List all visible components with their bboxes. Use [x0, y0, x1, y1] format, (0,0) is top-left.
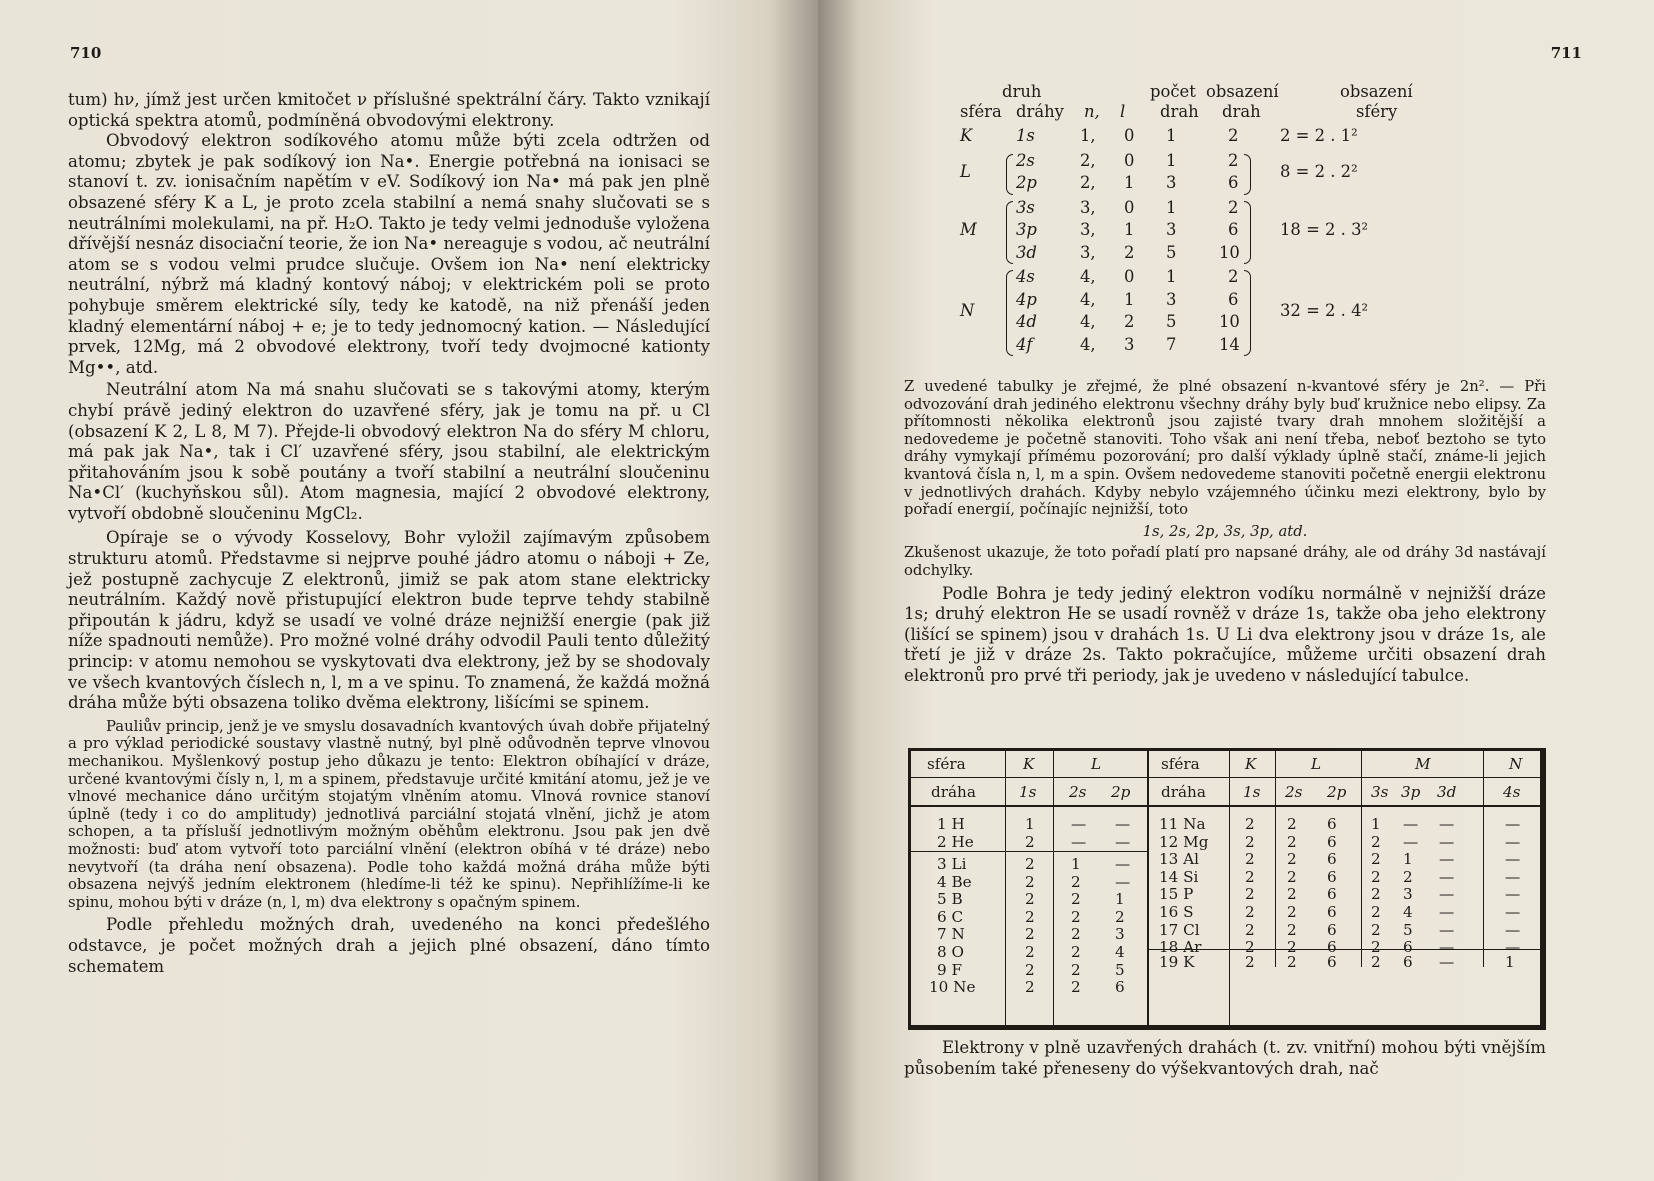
left-paragraph-1: tum) hν, jímž jest určen kmitočet ν příslušné spektrální čáry. Takto vznikají optická spektra atomů, podmíněná obvodovými elektrony.: [68, 90, 710, 130]
schema-cell: 6: [1228, 289, 1239, 309]
schema-total-M: 18 = 2 . 3²: [1280, 220, 1369, 240]
schema-cell: 3d: [1016, 242, 1037, 262]
schema-header-drah: drah: [1160, 102, 1199, 121]
schema-cell: 4,: [1080, 267, 1096, 286]
table-header-M-right: M: [1415, 755, 1431, 773]
schema-cell: 5: [1166, 312, 1177, 331]
schema-cell: 0: [1124, 150, 1135, 170]
table-header-2s-left: 2s: [1069, 783, 1087, 801]
schema-sphere-M: M: [960, 220, 977, 240]
table-row-right-cell: —: [1439, 832, 1455, 851]
table-header-N-right: N: [1509, 755, 1523, 773]
table-row-right-cell: 17 Cl: [1159, 920, 1200, 939]
table-row-right-cell: —: [1439, 938, 1455, 957]
table-row-right-cell: 6: [1327, 953, 1337, 971]
table-row-right-cell: 1: [1371, 815, 1381, 833]
table-header-2p-left: 2p: [1111, 783, 1131, 801]
table-header-sphere-left: sféra: [927, 755, 966, 773]
left-text-column: [68, 90, 710, 977]
table-row-right-cell: 6: [1327, 850, 1337, 869]
schema-cell: 2: [1228, 267, 1239, 286]
table-row-right-cell: 2: [1371, 867, 1381, 886]
table-row-left-cell: 2: [1071, 907, 1081, 926]
schema-cell: 1: [1166, 126, 1177, 145]
table-row-right-cell: 2: [1287, 850, 1297, 869]
schema-cell: 3s: [1016, 197, 1035, 217]
schema-cell: 3,: [1080, 242, 1096, 262]
schema-cell: 3,: [1080, 197, 1096, 217]
table-row-right-cell: 12 Mg: [1159, 832, 1209, 851]
table-row-left-cell: 1 H: [937, 815, 965, 833]
table-row-left-cell: 5: [1115, 960, 1125, 979]
schema-cell: 2p: [1016, 173, 1037, 192]
schema-right-brace: [1244, 201, 1251, 265]
left-page: [0, 0, 818, 1181]
schema-cell: 1: [1166, 267, 1177, 286]
schema-cell: 2: [1228, 126, 1239, 145]
table-header-orbit-3d: 3d: [1437, 783, 1457, 801]
table-row-right-cell: 2: [1287, 867, 1297, 886]
table-row-left-cell: —: [1115, 832, 1131, 851]
table-row-right-cell: —: [1439, 920, 1455, 939]
table-row-right-cell: —: [1403, 832, 1419, 851]
table-header-orbit-3s: 3s: [1371, 783, 1389, 801]
schema-cell: 3p: [1016, 220, 1037, 239]
schema-cell: 3,: [1080, 220, 1096, 239]
schema-sphere-L: L: [960, 162, 971, 181]
schema-sphere-K: K: [960, 126, 973, 146]
table-header-orbit-right: dráha: [1161, 783, 1206, 801]
table-row-right-cell: —: [1505, 903, 1521, 921]
table-row-left-cell: 3 Li: [937, 855, 967, 873]
right-text-column: [904, 378, 1546, 687]
schema-cell: 3: [1166, 289, 1177, 309]
table-row-right-cell: —: [1505, 867, 1521, 886]
table-row-right-cell: 16 S: [1159, 903, 1194, 921]
schema-cell: 1: [1124, 173, 1135, 192]
table-row-right-cell: 2: [1245, 867, 1255, 886]
table-row-right-cell: 2: [1371, 903, 1381, 921]
schema-total-K: 2 = 2 . 1²: [1280, 126, 1358, 146]
table-row-right-cell: —: [1505, 920, 1521, 939]
schema-header-druh: druh: [1002, 82, 1042, 101]
table-header-orbit-4s: 4s: [1503, 783, 1521, 801]
table-row-right-cell: —: [1439, 953, 1455, 971]
table-row-left-cell: 2: [1025, 872, 1035, 891]
table-header-L-right: L: [1311, 755, 1322, 773]
table-row-right-cell: 15 P: [1159, 885, 1194, 904]
table-row-right-cell: 2: [1245, 832, 1255, 851]
table-row-left-cell: 2: [1025, 943, 1035, 961]
schema-cell: 1: [1124, 220, 1135, 239]
table-row-right-cell: 2: [1371, 953, 1381, 971]
table-row-left-cell: 10 Ne: [929, 978, 976, 997]
left-paragraph-6: Podle přehledu možných drah, uvedeného na konci předešlého odstavce, je počet možných drah a jejich plné obsazení, dáno tímto schematem: [68, 915, 710, 976]
table-row-right-cell: 2: [1287, 953, 1297, 971]
table-row-right-cell: 2: [1245, 938, 1255, 957]
schema-cell: 6: [1228, 173, 1239, 192]
schema-cell: 2: [1124, 312, 1135, 331]
right-text-column-bottom: [904, 1038, 1546, 1079]
table-row-right-cell: 18 Ar: [1159, 938, 1202, 957]
schema-cell: 3: [1166, 173, 1177, 192]
table-row-right-cell: 4: [1403, 903, 1413, 921]
schema-cell: 1: [1124, 289, 1135, 309]
table-row-left-cell: 4: [1115, 943, 1125, 961]
schema-cell: 2,: [1080, 173, 1096, 192]
table-row-right-cell: 6: [1403, 938, 1413, 957]
schema-right-brace: [1244, 154, 1251, 195]
table-row-right-cell: 2: [1287, 815, 1297, 833]
right-paragraph-2: Zkušenost ukazuje, že toto pořadí platí pro napsané dráhy, ale od dráhy 3d nastávají odchylky.: [904, 544, 1546, 579]
table-row-right-cell: 2: [1371, 938, 1381, 957]
table-row-right-cell: 14 Si: [1159, 867, 1199, 886]
schema-header-obsazeni-sfery-2: sféry: [1356, 102, 1398, 121]
table-row-right-cell: —: [1403, 815, 1419, 833]
table-row-right-cell: 3: [1403, 885, 1413, 904]
schema-cell: 4d: [1016, 312, 1037, 331]
table-row-left-cell: 2: [1025, 832, 1035, 851]
table-row-right-cell: 2: [1287, 832, 1297, 851]
table-row-right-cell: 2: [1245, 850, 1255, 869]
table-row-left-cell: 7 N: [937, 925, 965, 944]
schema-cell: 1,: [1080, 126, 1096, 145]
left-paragraph-3: Neutrální atom Na má snahu slučovati se s takovými atomy, kterým chybí právě jediný elektron do uzavřené sféry, jak je tomu na př. u Cl (obsazení K 2, L 8, M 7). Přejde-li obvodový elektron Na do sféry M chloru, má pak jak Na•, tak i Cl′ uzavřené sféry, jsou stabilní, ale elektrickým přitahováním jsou k sobě poutány a tvoří stabilní a neutrální sloučeninu Na•Cl′ (kuchyňskou sůl). Atom magnesia, mající 2 obvodové elektrony, vytvoří obdobně sloučeninu MgCl₂.: [68, 380, 710, 523]
left-paragraph-4: Opíraje se o vývody Kosselovy, Bohr vyložil zajímavým způsobem strukturu atomů. Představme si nejprve pouhé jádro atomu o náboji + Ze, jež postupně zachycuje Z elektronů, jimiž se pak atom stane elektricky neutrálním. Každý nově přistupující elektron bude teprve tehdy stabilně připoután k jádru, když se usadí ve volné dráze nejnižší energie (pak již níže spadnouti nemůže). Pro možné volné dráhy odvodil Pauli tento důležitý princip: v atomu nemohou se vyskytovati dva elektrony, jež by se shodovaly ve všech kvantových číslech n, l, m a ve spinu. To znamená, že každá možná dráha může býti obsazena toliko dvěma elektrony, lišícími se spinem.: [68, 528, 710, 713]
left-paragraph-2: Obvodový elektron sodíkového atomu může býti zcela odtržen od atomu; zbytek je pak sodíkový ion Na•. Energie potřebná na ionisaci se stanoví t. zv. ionisačním napětím v eV. Sodíkový ion Na• má pak jen plně obsazené sféry K a L, je proto zcela stabilní a nemá snahy slučovati se s neutrálními molekulami, na př. H₂O. Takto je tedy velmi jednoduše vyložena dřívější nesnáz disociační teorie, že ion Na• nereaguje s vodou, ač neutrální atom se s vodou velmi prudce slučuje. Ovšem ion Na• není elektricky neutrální, nýbrž má kladný kontový náboj; v elektrickém poli se proto pohybuje směrem elektrické síly, tedy ke katodě, na niž přenáší jeden kladný elementární náboj + e; je to tedy jednomocný kation. — Následující prvek, 12Mg, má 2 obvodové elektrony, tvoří tedy dvojmocné kationty Mg••, atd.: [68, 131, 710, 377]
table-row-left-cell: —: [1071, 815, 1087, 833]
schema-header-n: n,: [1084, 102, 1100, 121]
table-row-right-cell: 2: [1403, 867, 1413, 886]
table-row-right-cell: 6: [1403, 953, 1413, 971]
schema-header-l: l: [1120, 102, 1126, 121]
schema-cell: 4p: [1016, 289, 1037, 309]
schema-header-draha: dráhy: [1016, 102, 1064, 121]
schema-cell: 2: [1228, 197, 1239, 217]
schema-header-sphere: sféra: [960, 102, 1002, 121]
table-row-right-cell: 2: [1371, 850, 1381, 869]
table-row-right-cell: —: [1439, 815, 1455, 833]
table-header-sphere-right: sféra: [1161, 755, 1200, 773]
table-row-right-cell: 6: [1327, 867, 1337, 886]
right-paragraph-1: Z uvedené tabulky je zřejmé, že plné obsazení n-kvantové sféry je 2n². — Při odvozování drah jediného elektronu všechny dráhy byly buď kružnice nebo elipsy. Za přítomnosti několika elektronů jsou zajisté tvary drah mnohem složitější a nedovedeme je početně stanoviti. Toho však ani není třeba, neboť beztoho se tyto dráhy vymykají přímému pozorování; pro další výklady úplně stačí, známe-li jejich kvantová čísla n, l, m a spin. Ovšem nedovedeme stanoviti početně energii elektronu v jednotlivých drahách. Kdyby nebylo vzájemného účinku mezi elektrony, bylo by pořadí energií, počínajíc nejnižší, toto: [904, 378, 1546, 519]
orbit-sequence: 1s, 2s, 2p, 3s, 3p, atd.: [1142, 522, 1308, 540]
table-row-left-cell: 3: [1115, 925, 1125, 944]
schema-right-brace: [1244, 270, 1251, 356]
table-row-left-cell: 2: [1071, 925, 1081, 944]
schema-cell: 2,: [1080, 150, 1096, 170]
table-row-right-cell: 13 Al: [1159, 850, 1199, 869]
table-row-right-cell: 6: [1327, 885, 1337, 904]
table-row-left-cell: 2: [1115, 907, 1125, 926]
page-number-left: 710: [70, 44, 102, 62]
schema-cell: 5: [1166, 242, 1177, 262]
schema-cell: 14: [1219, 334, 1240, 354]
right-paragraph-3: Podle Bohra je tedy jediný elektron vodíku normálně v nejnižší dráze 1s; druhý elektron He se usadí rovněž v dráze 1s, takže oba jeho elektrony (lišící se spinem) jsou v drahách 1s. U Li dva elektrony jsou v dráze 1s, ale třetí je již v dráze 2s. Takto pokračujíce, můžeme určiti obsazení drah elektronů pro prvé tři periody, jak je uvedeno v následující tabulce.: [904, 583, 1546, 685]
table-row-right-cell: 6: [1327, 832, 1337, 851]
schema-cell: 1: [1166, 197, 1177, 217]
schema-cell: 0: [1124, 197, 1135, 217]
page-number-right: 711: [1550, 44, 1582, 62]
table-header-orbit-2p: 2p: [1327, 783, 1347, 801]
schema-cell: 2: [1228, 150, 1239, 170]
table-row-right-cell: 6: [1327, 920, 1337, 939]
table-row-right-cell: —: [1505, 885, 1521, 904]
table-row-right-cell: —: [1439, 885, 1455, 904]
table-row-right-cell: 1: [1403, 850, 1413, 869]
table-row-right-cell: 6: [1327, 903, 1337, 921]
schema-cell: 2s: [1016, 150, 1035, 170]
table-header-L-left: L: [1091, 755, 1102, 773]
table-row-left-cell: 2: [1071, 890, 1081, 909]
table-row-left-cell: 2: [1025, 960, 1035, 979]
schema-cell: 4,: [1080, 289, 1096, 309]
table-row-left-cell: 4 Be: [937, 872, 972, 891]
table-row-left-cell: 2: [1071, 960, 1081, 979]
table-row-left-cell: 2 He: [937, 832, 974, 851]
table-row-right-cell: 5: [1403, 920, 1413, 939]
table-row-right-cell: 2: [1371, 885, 1381, 904]
table-row-right-cell: 2: [1287, 920, 1297, 939]
table-row-left-cell: 1: [1115, 890, 1125, 909]
table-row-right-cell: 1: [1505, 953, 1515, 971]
schema-sphere-N: N: [960, 301, 975, 320]
schema-cell: 3: [1124, 334, 1135, 354]
table-row-left-cell: 2: [1071, 943, 1081, 961]
table-row-right-cell: 19 K: [1159, 953, 1195, 971]
table-row-right-cell: —: [1505, 832, 1521, 851]
table-row-right-cell: 2: [1245, 920, 1255, 939]
table-header-orbit-2s: 2s: [1285, 783, 1303, 801]
table-row-left-cell: 2: [1025, 925, 1035, 944]
table-row-left-cell: —: [1071, 832, 1087, 851]
table-row-right-cell: 2: [1245, 903, 1255, 921]
table-row-right-cell: —: [1505, 938, 1521, 957]
table-header-K-left: K: [1023, 755, 1035, 773]
table-header-orbit-3p: 3p: [1401, 783, 1421, 801]
table-row-left-cell: 6: [1115, 978, 1125, 997]
schema-cell: 0: [1124, 126, 1135, 145]
table-row-right-cell: —: [1439, 903, 1455, 921]
schema-left-brace: [1006, 270, 1013, 356]
orbit-schema-table: [960, 82, 1430, 372]
table-row-right-cell: 2: [1245, 815, 1255, 833]
schema-header-obsazeni-drah-1: obsazení: [1206, 82, 1279, 101]
schema-left-brace: [1006, 201, 1013, 265]
table-row-left-cell: —: [1115, 815, 1131, 833]
table-row-right-cell: 6: [1327, 815, 1337, 833]
table-row-left-cell: 5 B: [937, 890, 963, 909]
schema-cell: 10: [1219, 242, 1240, 262]
schema-left-brace: [1006, 154, 1013, 195]
table-row-left-cell: —: [1115, 855, 1131, 873]
schema-cell: 4f: [1016, 334, 1033, 354]
table-row-left-cell: 2: [1025, 978, 1035, 997]
table-row-right-cell: 6: [1327, 938, 1337, 957]
table-row-left-cell: 2: [1025, 890, 1035, 909]
schema-header-obsazeni-sfery-1: obsazení: [1340, 82, 1413, 101]
table-row-right-cell: 2: [1245, 885, 1255, 904]
table-row-right-cell: —: [1439, 850, 1455, 869]
table-row-left-cell: 2: [1071, 978, 1081, 997]
schema-cell: 4s: [1016, 267, 1035, 286]
schema-cell: 10: [1219, 312, 1240, 331]
schema-total-N: 32 = 2 . 4²: [1280, 301, 1369, 320]
schema-cell: 4,: [1080, 334, 1096, 354]
table-row-right-cell: —: [1439, 867, 1455, 886]
table-row-right-cell: 2: [1371, 832, 1381, 851]
table-row-right-cell: 11 Na: [1159, 815, 1206, 833]
table-row-left-cell: 6 C: [937, 907, 964, 926]
schema-header-pocet: počet: [1150, 82, 1196, 101]
schema-cell: 4,: [1080, 312, 1096, 331]
table-row-right-cell: —: [1505, 815, 1521, 833]
table-row-left-cell: 8 O: [937, 943, 964, 961]
table-row-left-cell: 2: [1025, 855, 1035, 873]
electron-occupancy-table: [908, 748, 1546, 1030]
schema-cell: 6: [1228, 220, 1239, 239]
table-row-left-cell: 2: [1071, 872, 1081, 891]
table-row-right-cell: 2: [1245, 953, 1255, 971]
table-header-1s-left: 1s: [1019, 783, 1037, 801]
table-row-left-cell: 1: [1071, 855, 1081, 873]
table-row-left-cell: 1: [1025, 815, 1035, 833]
table-row-right-cell: —: [1505, 850, 1521, 869]
schema-cell: 3: [1166, 220, 1177, 239]
table-row-right-cell: 2: [1287, 885, 1297, 904]
schema-cell: 0: [1124, 267, 1135, 286]
schema-header-obsazeni-drah-2: drah: [1222, 102, 1261, 121]
table-header-orbit-left: dráha: [931, 783, 976, 801]
schema-total-L: 8 = 2 . 2²: [1280, 162, 1358, 181]
table-row-right-cell: 2: [1287, 938, 1297, 957]
table-header-orbit-1s: 1s: [1243, 783, 1261, 801]
table-row-left-cell: 9 F: [937, 960, 963, 979]
schema-cell: 1: [1166, 150, 1177, 170]
left-paragraph-5: Pauliův princip, jenž je ve smyslu dosavadních kvantových úvah dobře přijatelný a pro výklad periodické soustavy vlastně nutný, byl plně odůvodněn teprve vlnovou mechanikou. Myšlenkový postup jeho důkazu je tento: Elektron obíhající v dráze, určené kvantovými čísly n, l, m a spinem, představuje určité kmitání atomu, jež je ve vlnové mechanice dáno určitým stojatým vlněním atomu. Vlnová rovnice stanoví úplně (tedy i co do amplitudy) jednotlivá parciální stojatá vlnění, jichž je atom schopen, a ta přísluší jednotlivým možným oběhům elektronu. Jsou pak jen dvě možnosti: buď atom vytvoří toto parciální vlnění (elektron obíhá v té dráze) nebo nevytvoří (ta dráha není obsazena). Podle toho každá možná dráha může býti obsazena nejvýš jedním elektronem (hledíme-li též ke spinu). Nepřihlížíme-li ke spinu, mohou býti v dráze (n, l, m) dva elektrony s opačným spinem.: [68, 717, 710, 911]
schema-cell: 2: [1124, 242, 1135, 262]
right-paragraph-4: Elektrony v plně uzavřených drahách (t. zv. vnitřní) mohou býti vnějším působením také přeneseny do výšekvantových drah, nač: [904, 1038, 1546, 1078]
table-header-K-right: K: [1245, 755, 1257, 773]
table-row-left-cell: 2: [1025, 907, 1035, 926]
schema-cell: 1s: [1016, 126, 1035, 145]
schema-cell: 7: [1166, 334, 1177, 354]
table-row-left-cell: —: [1115, 872, 1131, 891]
table-row-right-cell: 2: [1287, 903, 1297, 921]
table-row-right-cell: 2: [1371, 920, 1381, 939]
